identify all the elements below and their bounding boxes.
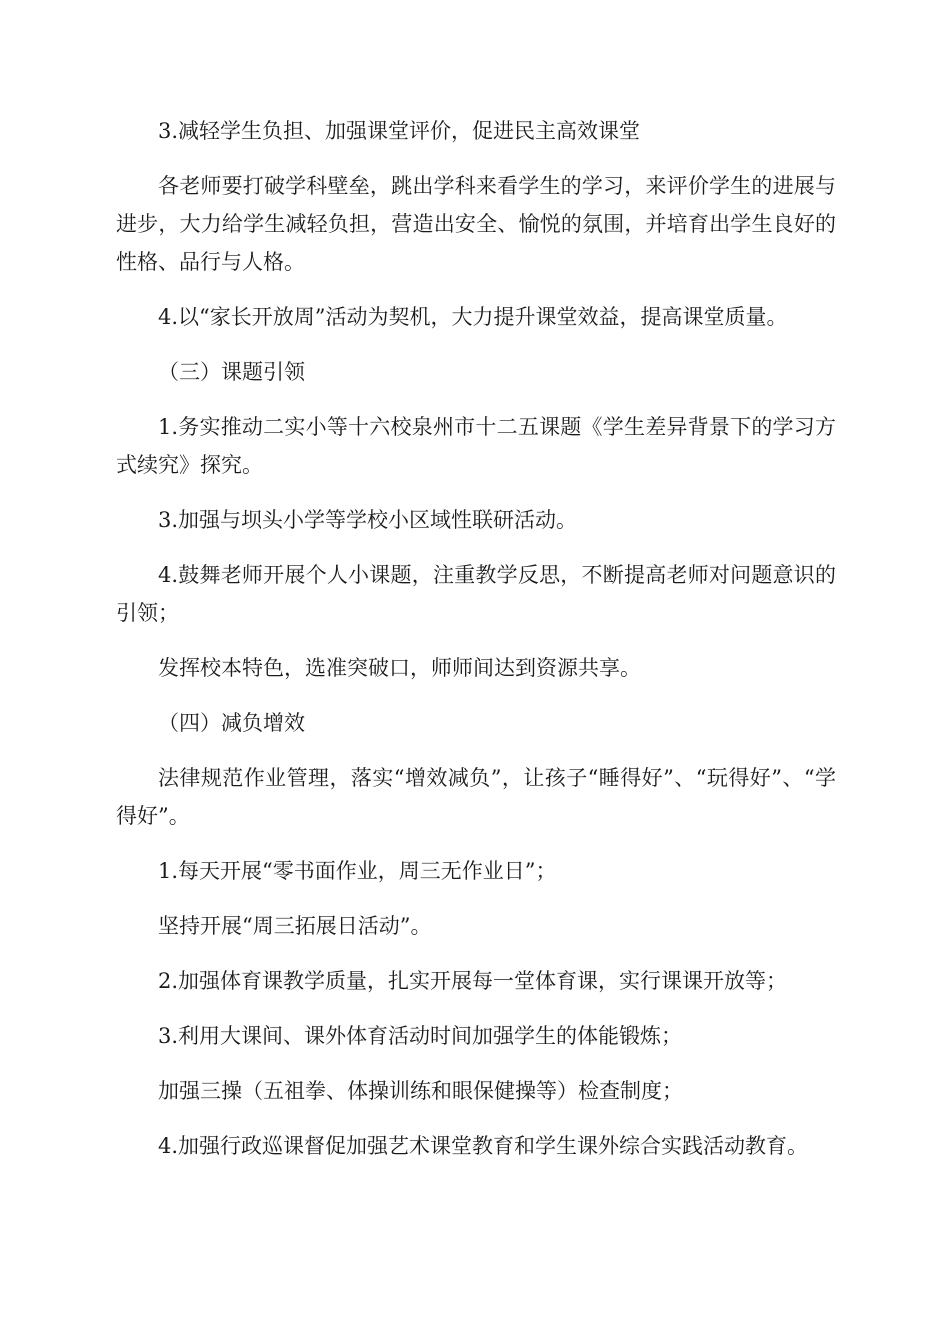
section-heading-burden-reduction: （四）减负增效 bbox=[158, 711, 305, 735]
paragraph-body: 发挥校本特色，选准突破口，师师间达到资源共享。 bbox=[158, 656, 641, 680]
paragraph-item-4: 4.以“家长开放周”活动为契机，大力提升课堂效益，提高课堂质量。 bbox=[158, 305, 788, 329]
paragraph-item-4: 4.加强行政巡课督促加强艺术课堂教育和学生课外综合实践活动教育。 bbox=[158, 1134, 809, 1158]
section-heading-topic-leading: （三）课题引领 bbox=[158, 360, 305, 384]
document-body bbox=[116, 112, 836, 1182]
paragraph-body: 加强三操（五祖拳、体操训练和眼保健操等）检查制度； bbox=[158, 1079, 683, 1103]
paragraph-body: 法律规范作业管理，落实“增效减负”，让孩子“睡得好”、“玩得好”、“学得好”。 bbox=[116, 766, 836, 828]
paragraph-item-2: 2.加强体育课教学质量，扎实开展每一堂体育课，实行课课开放等； bbox=[158, 969, 788, 993]
paragraph-item-1: 1.务实推动二实小等十六校泉州市十二五课题《学生差异背景下的学习方式续究》探究。 bbox=[116, 415, 836, 477]
paragraph-item-1: 1.每天开展“零书面作业，周三无作业日”； bbox=[158, 859, 557, 883]
paragraph-body: 坚持开展“周三拓展日活动”。 bbox=[158, 914, 432, 938]
paragraph-item-4: 4.鼓舞老师开展个人小课题，注重教学反思，不断提高老师对问题意识的引领； bbox=[116, 563, 836, 625]
paragraph-item-3: 3.加强与坝头小学等学校小区域性联研活动。 bbox=[158, 508, 578, 532]
paragraph-heading-3: 3.减轻学生负担、加强课堂评价，促进民主高效课堂 bbox=[158, 119, 641, 143]
paragraph-body: 各老师要打破学科壁垒，跳出学科来看学生的学习，来评价学生的进展与进步，大力给学生减轻负担，营造出安全、愉悦的氛围，并培育出学生良好的性格、品行与人格。 bbox=[116, 174, 836, 274]
paragraph-item-3: 3.利用大课间、课外体育活动时间加强学生的体能锻炼； bbox=[158, 1024, 683, 1048]
